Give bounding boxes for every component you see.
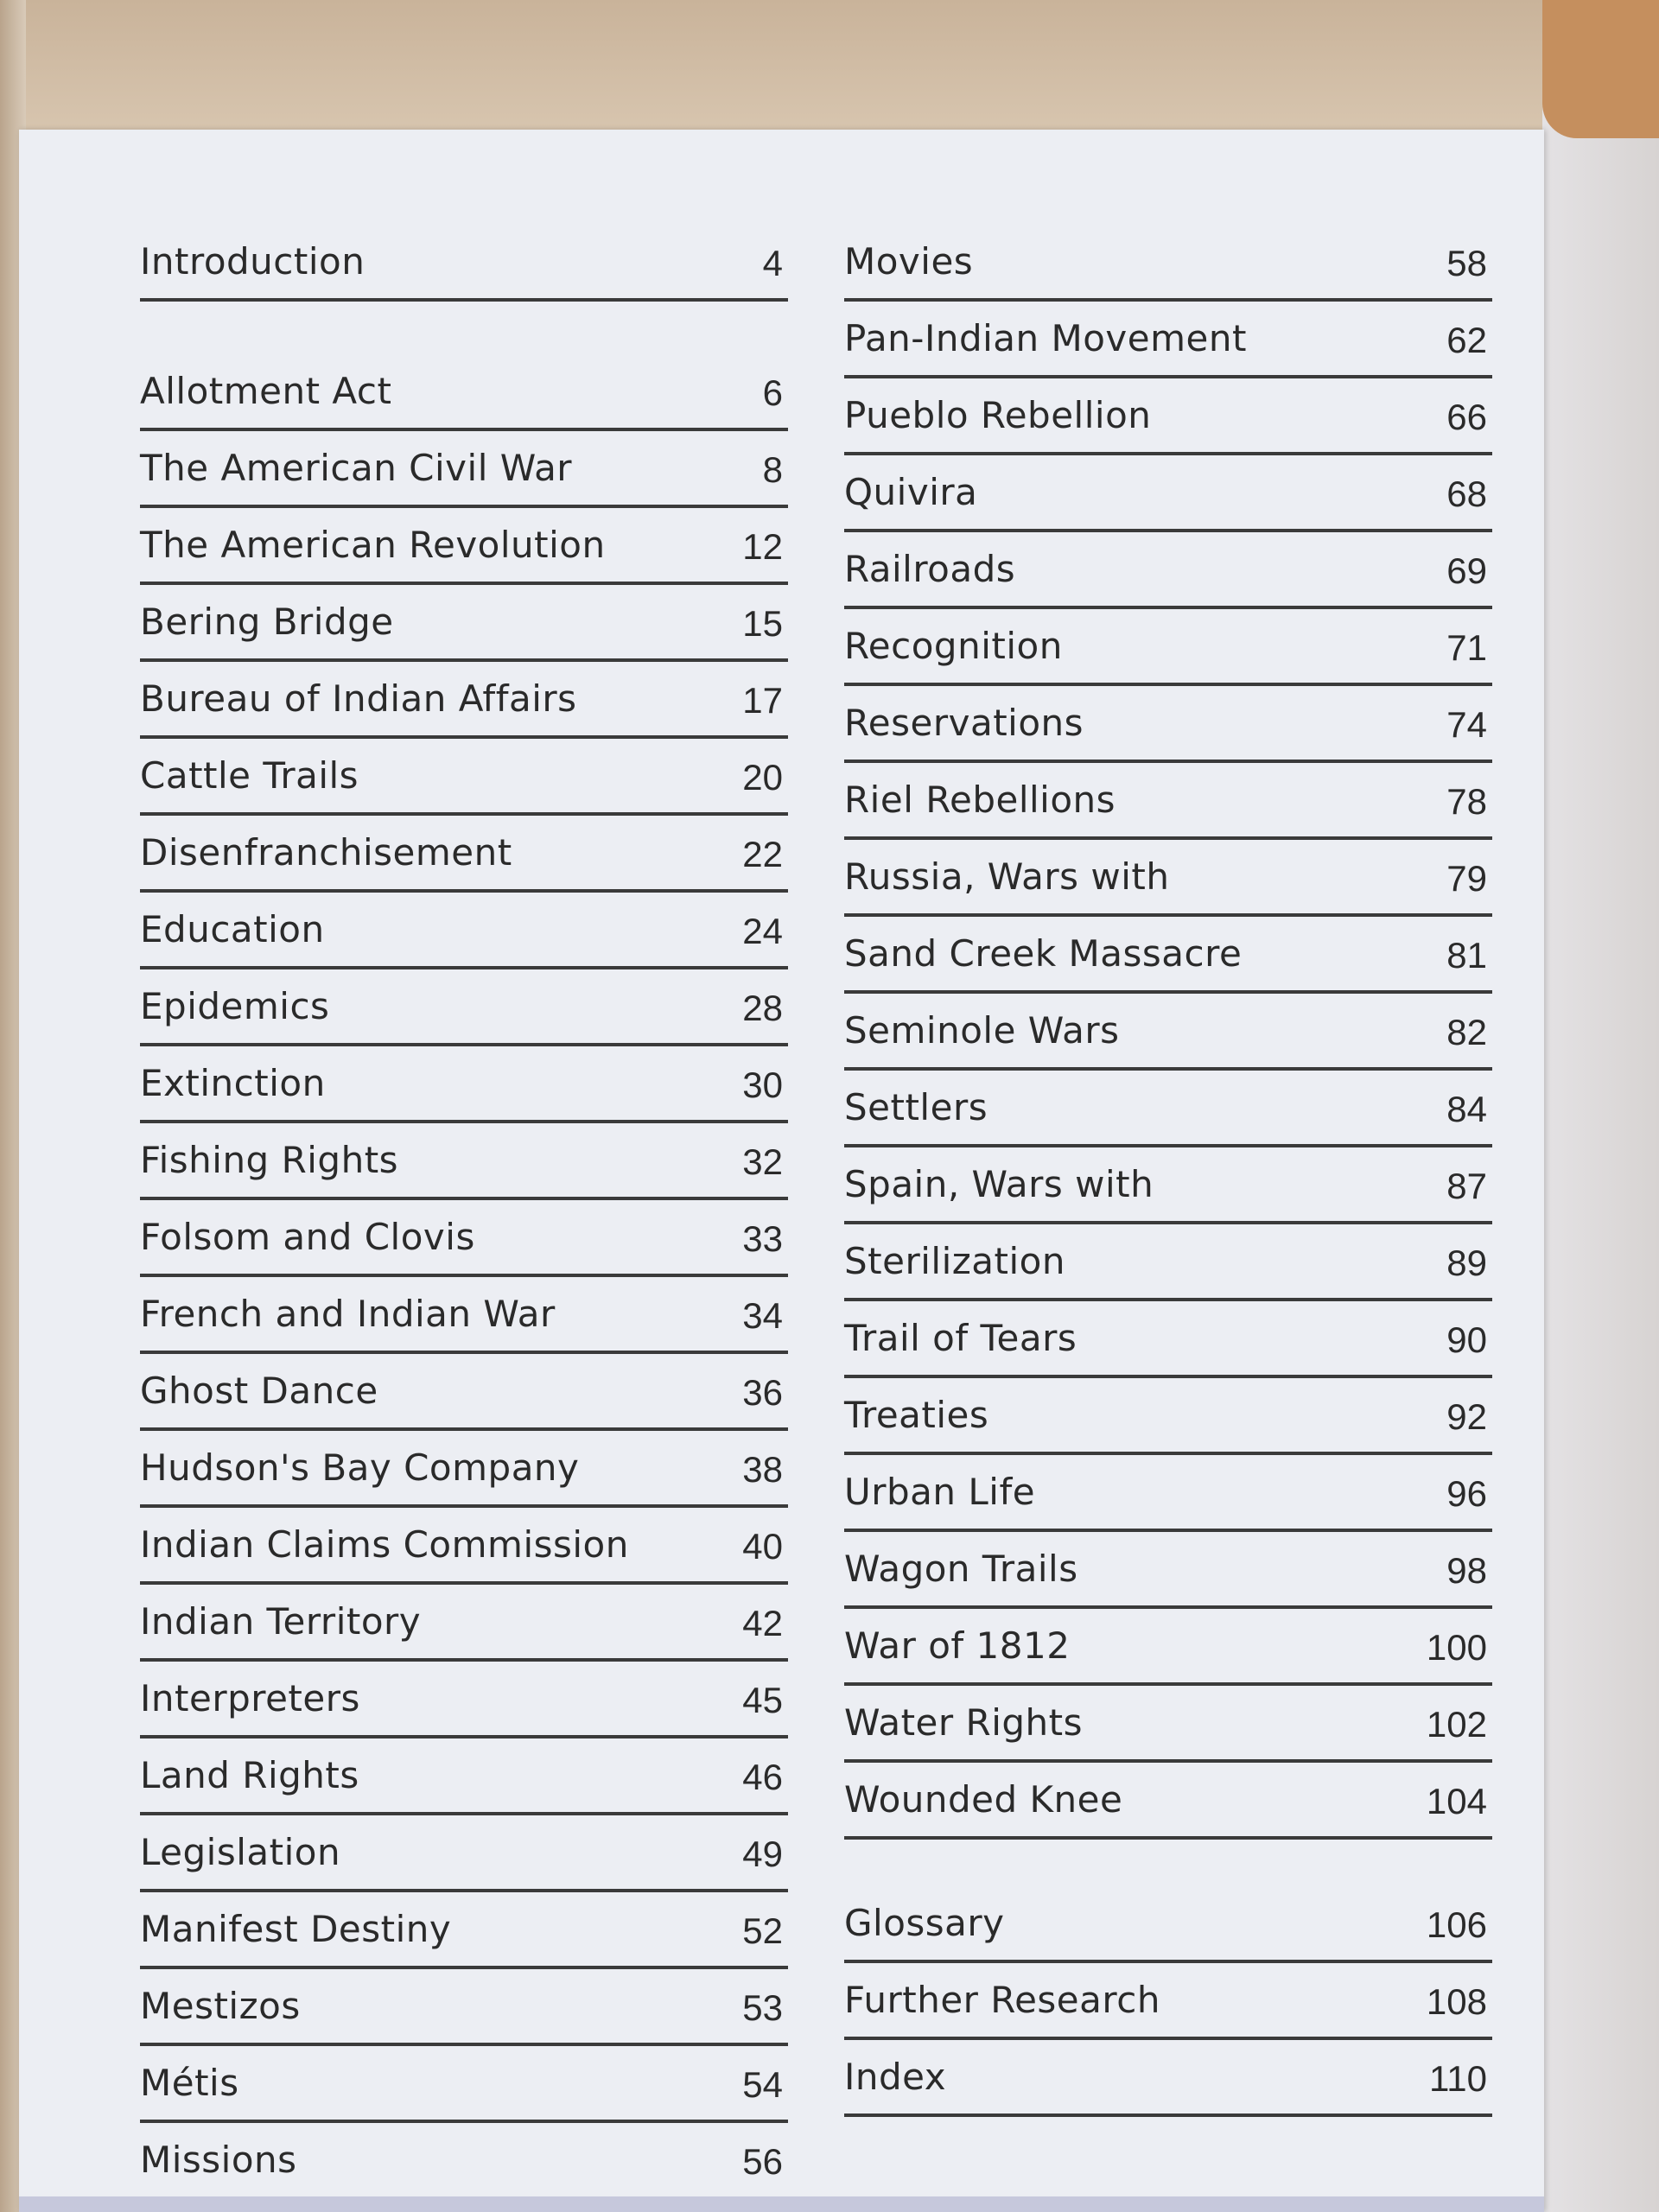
- toc-title: Pan-Indian Movement: [844, 317, 1247, 359]
- toc-page-number: 81: [1446, 935, 1487, 976]
- toc-entry[interactable]: [140, 1200, 788, 1277]
- toc-entry[interactable]: [140, 739, 788, 816]
- toc-entry[interactable]: [844, 917, 1492, 994]
- toc-title: Land Rights: [140, 1754, 359, 1796]
- toc-page-number: 96: [1446, 1473, 1487, 1514]
- toc-entry[interactable]: [140, 431, 788, 508]
- toc-title: Wagon Trails: [844, 1548, 1078, 1590]
- toc-entry[interactable]: [844, 686, 1492, 763]
- toc-entry[interactable]: [140, 2123, 788, 2200]
- toc-page-number: 89: [1446, 1243, 1487, 1283]
- toc-page-number: 22: [742, 834, 783, 874]
- toc-page-number: 45: [742, 1680, 783, 1720]
- toc-page-number: 62: [1446, 320, 1487, 360]
- toc-title: Indian Claims Commission: [140, 1523, 629, 1566]
- toc-page-number: 15: [742, 603, 783, 644]
- toc-page-number: 32: [742, 1141, 783, 1182]
- toc-page-number: 106: [1426, 1904, 1487, 1945]
- toc-page-number: 71: [1446, 627, 1487, 668]
- toc-title: Reservations: [844, 702, 1084, 744]
- toc-entry[interactable]: [140, 508, 788, 585]
- toc-entry[interactable]: [140, 1046, 788, 1123]
- toc-page-number: 108: [1426, 1981, 1487, 2022]
- toc-title: Spain, Wars with: [844, 1163, 1154, 1205]
- toc-entry[interactable]: [844, 1455, 1492, 1532]
- toc-entry[interactable]: [140, 1123, 788, 1200]
- toc-page-number: 56: [742, 2141, 783, 2182]
- toc-entry[interactable]: [140, 225, 788, 302]
- toc-page-number: 78: [1446, 781, 1487, 822]
- toc-title: Missions: [140, 2139, 297, 2181]
- toc-page-number: 34: [742, 1295, 783, 1336]
- toc-title: Métis: [140, 2062, 239, 2104]
- toc-page-number: 69: [1446, 550, 1487, 591]
- toc-entry[interactable]: [844, 1886, 1492, 1963]
- toc-entry[interactable]: [140, 1585, 788, 1662]
- toc-entry[interactable]: [140, 816, 788, 893]
- toc-title: Index: [844, 2056, 947, 2098]
- toc-entry[interactable]: [844, 302, 1492, 378]
- toc-entry[interactable]: [844, 1301, 1492, 1378]
- toc-page-number: 82: [1446, 1012, 1487, 1052]
- toc-title: Extinction: [140, 1062, 326, 1104]
- toc-title: Bureau of Indian Affairs: [140, 677, 577, 720]
- toc-entry[interactable]: [140, 1431, 788, 1508]
- toc-title: Disenfranchisement: [140, 831, 512, 874]
- toc-page-number: 49: [742, 1834, 783, 1874]
- toc-entry[interactable]: [140, 893, 788, 969]
- toc-entry[interactable]: [140, 1738, 788, 1815]
- toc-page-number: 53: [742, 1987, 783, 2028]
- toc-title: Further Research: [844, 1979, 1160, 2021]
- toc-entry[interactable]: [140, 1508, 788, 1585]
- toc-title: Mestizos: [140, 1985, 301, 2027]
- toc-page-number: 100: [1426, 1627, 1487, 1668]
- toc-page-number: 17: [742, 680, 783, 721]
- toc-title: Urban Life: [844, 1471, 1036, 1513]
- toc-entry[interactable]: [140, 1662, 788, 1738]
- toc-page-number: 4: [762, 243, 783, 283]
- toc-entry[interactable]: [844, 1763, 1492, 1840]
- toc-title: The American Civil War: [140, 447, 573, 489]
- toc-entry[interactable]: [844, 225, 1492, 302]
- toc-page-number: 6: [762, 372, 783, 413]
- toc-title: Allotment Act: [140, 370, 392, 412]
- toc-entry[interactable]: [140, 354, 788, 431]
- toc-entry[interactable]: [844, 609, 1492, 686]
- toc-entry[interactable]: [844, 378, 1492, 455]
- toc-title: Cattle Trails: [140, 754, 359, 797]
- toc-title: Russia, Wars with: [844, 855, 1170, 898]
- toc-title: Manifest Destiny: [140, 1908, 452, 1950]
- toc-title: Seminole Wars: [844, 1009, 1120, 1052]
- toc-title: Quivira: [844, 471, 978, 513]
- toc-entry[interactable]: [844, 1147, 1492, 1224]
- toc-title: Folsom and Clovis: [140, 1216, 475, 1258]
- toc-page-number: 58: [1446, 243, 1487, 283]
- toc-page-number: 98: [1446, 1550, 1487, 1591]
- toc-page-number: 20: [742, 757, 783, 798]
- toc-page-number: 104: [1426, 1781, 1487, 1821]
- toc-entry[interactable]: [140, 2046, 788, 2123]
- toc-entry[interactable]: [844, 1378, 1492, 1455]
- toc-entry[interactable]: [140, 969, 788, 1046]
- toc-entry[interactable]: [844, 1071, 1492, 1147]
- toc-title: Settlers: [844, 1086, 988, 1128]
- toc-page-number: 24: [742, 911, 783, 951]
- toc-title: Fishing Rights: [140, 1139, 399, 1181]
- toc-title: Trail of Tears: [844, 1317, 1077, 1359]
- toc-entry[interactable]: [844, 763, 1492, 840]
- toc-page-number: 52: [742, 1910, 783, 1951]
- toc-entry[interactable]: [844, 455, 1492, 532]
- toc-page-number: 90: [1446, 1319, 1487, 1360]
- toc-title: Interpreters: [140, 1677, 360, 1719]
- toc-page-number: 79: [1446, 858, 1487, 899]
- toc-entry[interactable]: [844, 1686, 1492, 1763]
- toc-page-number: 102: [1426, 1704, 1487, 1745]
- toc-entry[interactable]: [140, 1815, 788, 1892]
- toc-page-number: 84: [1446, 1089, 1487, 1129]
- toc-title: Education: [140, 908, 325, 950]
- contents-page: [19, 130, 1544, 2212]
- toc-entry[interactable]: [140, 662, 788, 739]
- toc-page-number: 110: [1429, 2058, 1487, 2099]
- toc-title: Epidemics: [140, 985, 330, 1027]
- toc-entry[interactable]: [844, 1224, 1492, 1301]
- toc-entry[interactable]: [140, 1354, 788, 1431]
- toc-page-number: 87: [1446, 1166, 1487, 1206]
- toc-page-number: 12: [742, 526, 783, 567]
- toc-page-number: 74: [1446, 704, 1487, 745]
- page-top-band: [0, 0, 1659, 138]
- toc-entry[interactable]: [140, 1277, 788, 1354]
- toc-title: Sterilization: [844, 1240, 1065, 1282]
- toc-title: Bering Bridge: [140, 601, 394, 643]
- toc-title: Riel Rebellions: [844, 779, 1116, 821]
- toc-entry[interactable]: [844, 840, 1492, 917]
- toc-title: French and Indian War: [140, 1293, 556, 1335]
- toc-page-number: 28: [742, 988, 783, 1028]
- toc-page-number: 8: [762, 449, 783, 490]
- toc-title: Railroads: [844, 548, 1016, 590]
- toc-page-number: 36: [742, 1372, 783, 1413]
- toc-page-number: 92: [1446, 1396, 1487, 1437]
- toc-title: Legislation: [140, 1831, 341, 1873]
- toc-entry[interactable]: [844, 2040, 1492, 2117]
- toc-title: Sand Creek Massacre: [844, 932, 1243, 975]
- toc-page-number: 40: [742, 1526, 783, 1567]
- page-bottom-band: [19, 2196, 1544, 2212]
- toc-page-number: 66: [1446, 397, 1487, 437]
- toc-title: Treaties: [844, 1394, 989, 1436]
- toc-title: Hudson's Bay Company: [140, 1446, 580, 1489]
- toc-title: Glossary: [844, 1902, 1005, 1944]
- toc-page-number: 68: [1446, 474, 1487, 514]
- toc-title: Water Rights: [844, 1701, 1083, 1744]
- toc-entry[interactable]: [140, 1969, 788, 2046]
- toc-page-number: 33: [742, 1218, 783, 1259]
- toc-entry[interactable]: [844, 1609, 1492, 1686]
- toc-page-number: 30: [742, 1065, 783, 1105]
- toc-title: Indian Territory: [140, 1600, 422, 1643]
- toc-page-number: 54: [742, 2064, 783, 2105]
- toc-entry[interactable]: [844, 1532, 1492, 1609]
- corner-ornament: [1542, 0, 1659, 138]
- toc-title: War of 1812: [844, 1624, 1071, 1667]
- toc-title: Recognition: [844, 625, 1063, 667]
- toc-title: Movies: [844, 240, 974, 283]
- toc-title: The American Revolution: [140, 524, 606, 566]
- toc-title: Wounded Knee: [844, 1778, 1123, 1821]
- toc-entry[interactable]: [140, 585, 788, 662]
- toc-entry[interactable]: [140, 1892, 788, 1969]
- toc-page-number: 42: [742, 1603, 783, 1643]
- toc-title: Pueblo Rebellion: [844, 394, 1152, 436]
- toc-entry[interactable]: [844, 1963, 1492, 2040]
- toc-entry[interactable]: [844, 994, 1492, 1071]
- toc-title: Ghost Dance: [140, 1370, 378, 1412]
- toc-title: Introduction: [140, 240, 365, 283]
- toc-page-number: 38: [742, 1449, 783, 1490]
- toc-entry[interactable]: [844, 532, 1492, 609]
- toc-page-number: 46: [742, 1757, 783, 1797]
- book-right-edge: [1542, 0, 1659, 2212]
